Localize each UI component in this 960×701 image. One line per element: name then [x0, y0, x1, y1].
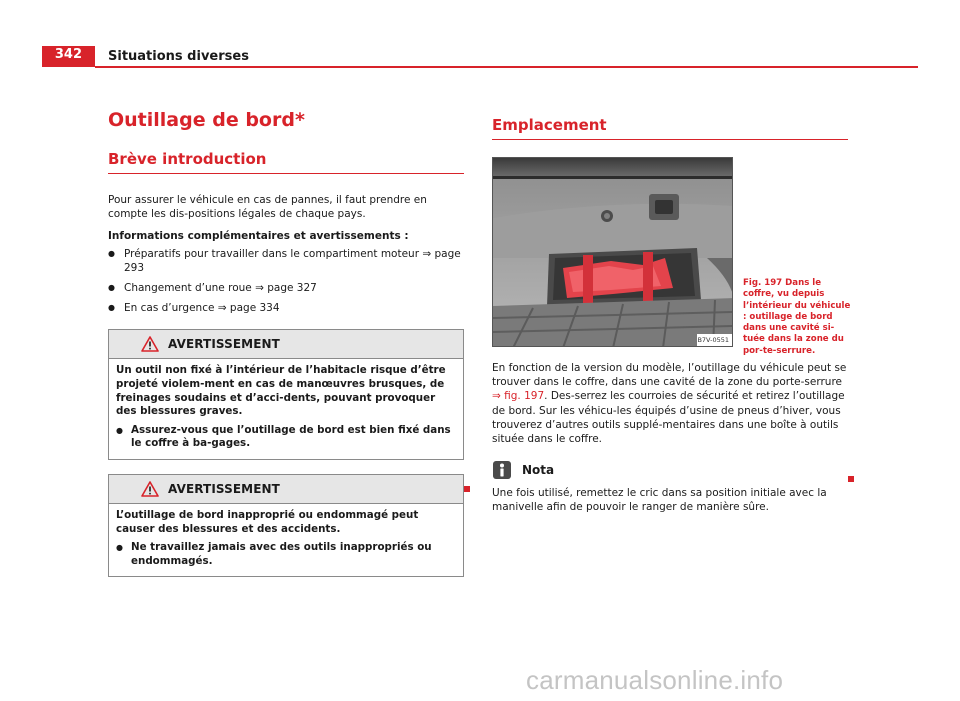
figure — [492, 157, 851, 356]
header-rule — [95, 66, 918, 68]
info-heading: Informations complémentaires et avertissements : — [108, 230, 409, 243]
warning-title: AVERTISSEMENT — [168, 337, 280, 352]
page-number: 342 — [54, 47, 82, 62]
section-end-marker — [848, 476, 854, 482]
trunk-illustration — [493, 158, 733, 347]
page-title: Outillage de bord* — [108, 109, 305, 131]
figure-ref-link[interactable]: ⇒ fig. 197 — [492, 390, 545, 403]
page-ref-link[interactable]: ⇒ page 293 — [124, 248, 461, 275]
watermark-text: carmanualsonline.info — [526, 665, 784, 695]
warning-triangle-icon — [141, 481, 159, 497]
list-item[interactable]: ● Changement d’une roue ⇒ page 327 — [108, 281, 464, 295]
warning-text: L’outillage de bord inapproprié ou endommagé peut causer des blessures et des accidents. — [116, 508, 419, 535]
list-item[interactable]: ● En cas d’urgence ⇒ page 334 — [108, 301, 464, 315]
right-column — [492, 116, 851, 515]
intro-paragraph: Pour assurer le véhicule en cas de pannes, il faut prendre en compte les dis-positions légales de chaque pays. — [108, 194, 427, 221]
page-ref-link[interactable]: ⇒ page 327 — [255, 282, 317, 295]
warning-bullet: ● Assurez-vous que l’outillage de bord est bien fixé dans le coffre à ba-gages. — [116, 424, 456, 451]
section-heading-location: Emplacement — [492, 116, 848, 140]
trunk-photo — [492, 157, 733, 347]
note-header — [492, 460, 848, 480]
location-paragraph: En fonction de la version du modèle, l’outillage du véhicule peut se trouver dans le coffre, dans une cavité de la zone du porte-serrure ⇒ fig. 197. Des-serrez les courroies de sécurité et retirez l’outillage de bord. Sur les véhicu-les équipés d’usine de pneus d’hiver, vous trouverez d’autres outils supplé-mentaires dans une boîte à outils située dans le coffre. — [492, 362, 847, 446]
warning-box-1 — [108, 329, 464, 460]
warning-title: AVERTISSEMENT — [168, 481, 280, 496]
link-list — [108, 247, 464, 315]
running-title: Situations diverses — [108, 49, 249, 64]
list-item[interactable]: ● Préparatifs pour travailler dans le compartiment moteur ⇒ page 293 — [108, 247, 464, 275]
left-column — [108, 108, 464, 577]
warning-bullet: ● Ne travaillez jamais avec des outils inappropriés ou endommagés. — [116, 541, 456, 568]
warning-body — [109, 359, 463, 459]
warning-header — [109, 475, 463, 504]
section-end-marker — [464, 486, 470, 492]
warning-text: Un outil non fixé à l’intérieur de l’habitacle risque d’être projeté violem-ment en cas de manœuvres brusques, de freinages soudains et d’acci-dents, pouvant provoquer des blessures graves. — [116, 364, 446, 418]
warning-header — [109, 330, 463, 359]
note-text: Une fois utilisé, remettez le cric dans sa position initiale avec la manivelle afin de pouvoir le ranger de manière sûre. — [492, 487, 827, 514]
section-heading-intro: Brève introduction — [108, 150, 464, 174]
info-note-icon — [492, 460, 512, 480]
note-title: Nota — [522, 463, 555, 478]
warning-triangle-icon — [141, 336, 159, 352]
warning-body — [109, 504, 463, 576]
figure-caption: Fig. 197 Dans le coffre, vu depuis l’intérieur du véhicule : outillage de bord dans une cavité si-tuée dans la zone du por-te-serrure. — [743, 278, 851, 356]
warning-box-2 — [108, 474, 464, 577]
figure-code: B7V-0551 — [697, 336, 729, 344]
page-ref-link[interactable]: ⇒ page 334 — [217, 302, 280, 315]
